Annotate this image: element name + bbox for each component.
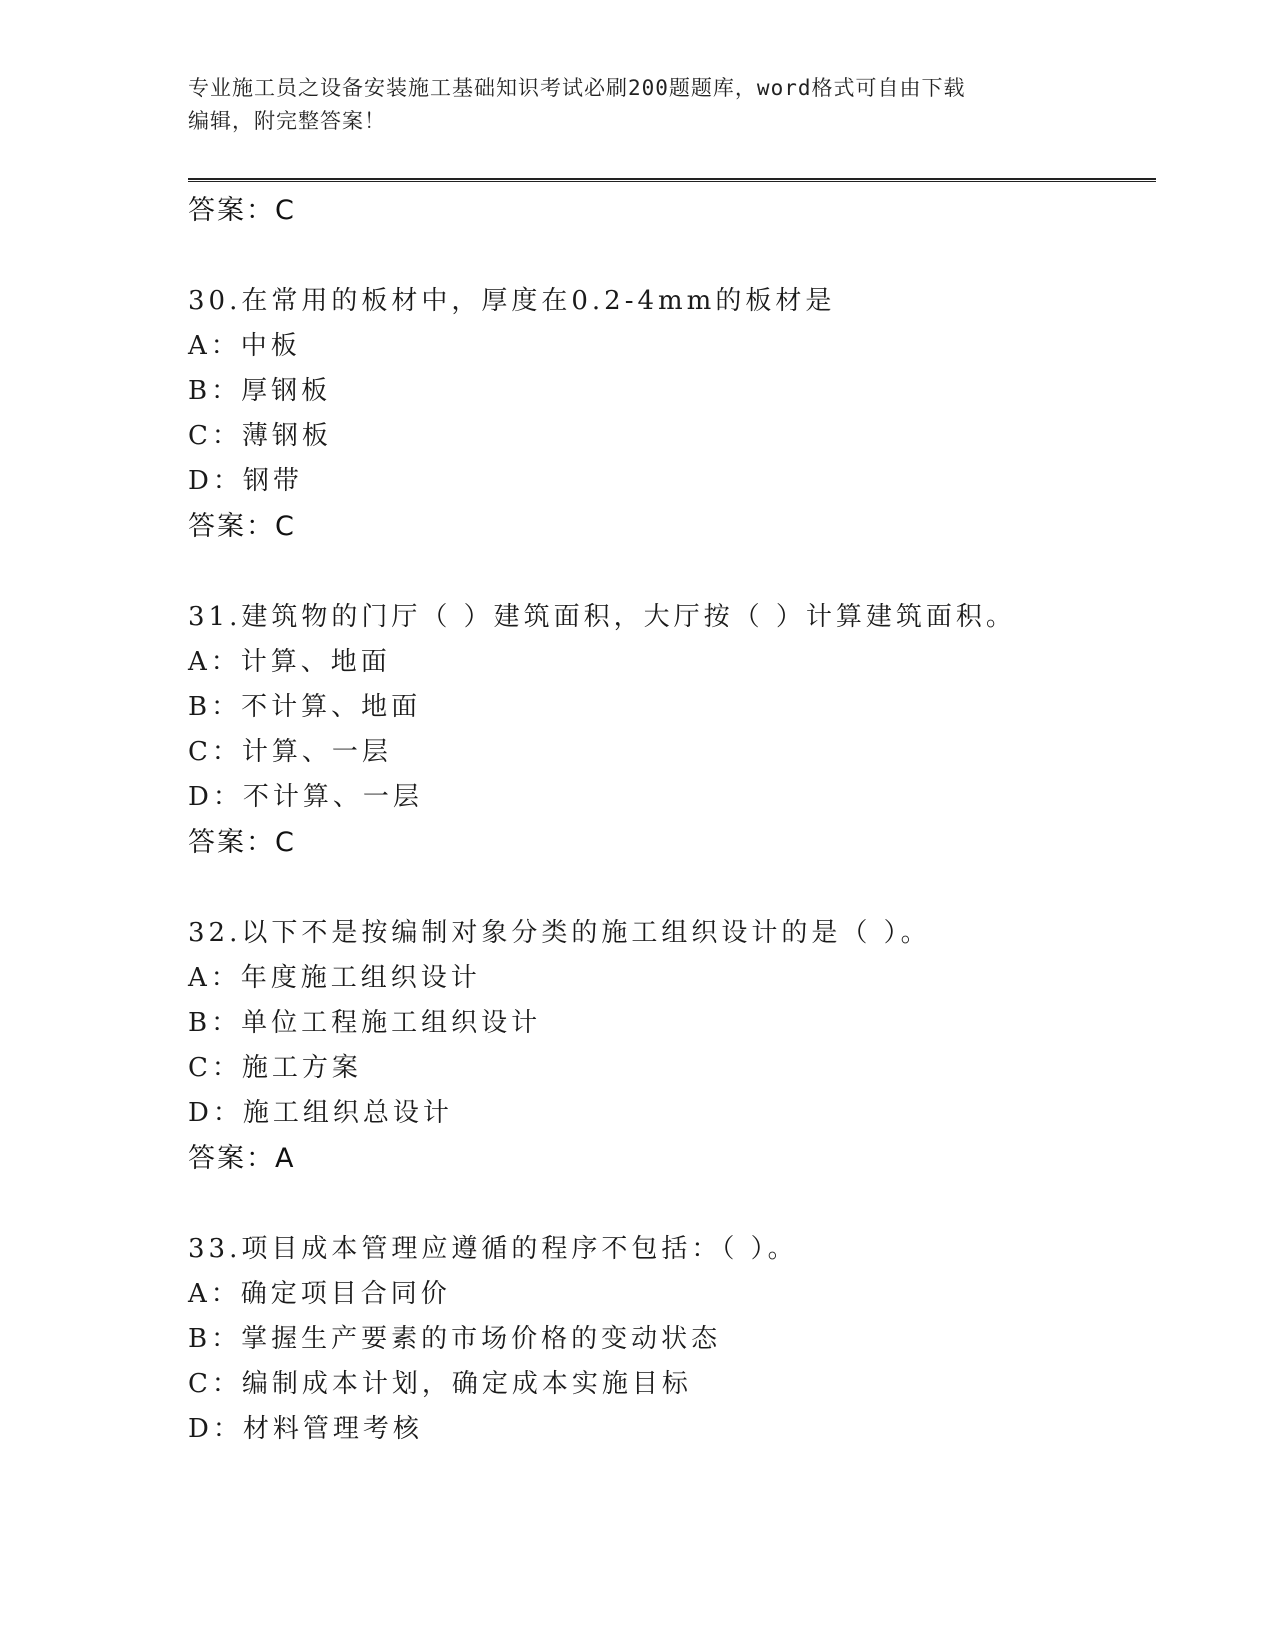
header-divider [188,178,1156,182]
question-stem: 30.在常用的板材中，厚度在0.2-4mm的板材是 [188,286,836,316]
option-a: A：计算、地面 [188,647,391,677]
question-stem: 33.项目成本管理应遵循的程序不包括：（ ）。 [188,1234,798,1264]
answer-line: 答案：C [188,511,296,542]
question-stem: 32.以下不是按编制对象分类的施工组织设计的是（ ）。 [188,918,931,948]
question-block [188,279,1148,549]
option-c: C：计算、一层 [188,737,392,767]
question-block [188,911,1148,1181]
option-a: A：确定项目合同价 [188,1279,451,1309]
header-title-line-2: 编辑，附完整答案！ [188,109,386,133]
option-d: D：不计算、一层 [188,782,423,812]
header-title-line-1: 专业施工员之设备安装施工基础知识考试必刷200题题库，word格式可自由下载 [188,76,966,100]
question-list [188,188,1148,1452]
answer-line: 答案：C [188,195,296,226]
option-a: A：中板 [188,331,301,361]
answer-line: 答案：C [188,827,296,858]
option-c: C：编制成本计划，确定成本实施目标 [188,1369,692,1399]
option-b: B：不计算、地面 [188,692,422,722]
option-d: D：施工组织总设计 [188,1098,453,1128]
option-b: B：厚钢板 [188,376,332,406]
spacer [188,233,1148,279]
option-b: B：掌握生产要素的市场价格的变动状态 [188,1324,722,1354]
option-d: D：材料管理考核 [188,1414,423,1444]
option-c: C：施工方案 [188,1053,362,1083]
answer-line: 答案：A [188,1143,296,1174]
question-block [188,595,1148,865]
option-a: A：年度施工组织设计 [188,963,481,993]
option-c: C：薄钢板 [188,421,332,451]
spacer [188,1181,1148,1227]
question-block [188,1227,1148,1452]
option-b: B：单位工程施工组织设计 [188,1008,542,1038]
spacer [188,549,1148,595]
spacer [188,865,1148,911]
question-stem: 31.建筑物的门厅（ ）建筑面积，大厅按（ ）计算建筑面积。 [188,602,1016,632]
option-d: D：钢带 [188,466,303,496]
page-header [188,72,1068,138]
